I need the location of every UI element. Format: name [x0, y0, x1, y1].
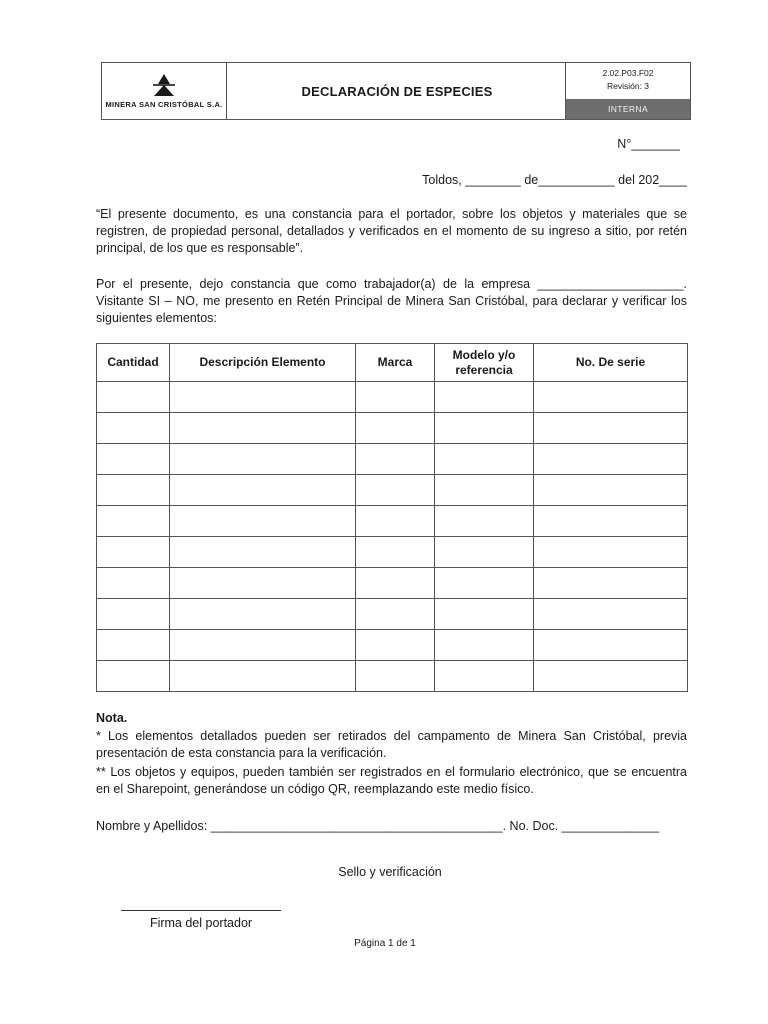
- page-number: Página 1 de 1: [354, 938, 416, 949]
- table-cell[interactable]: [170, 506, 356, 537]
- table-cell[interactable]: [97, 537, 170, 568]
- table-cell[interactable]: [356, 413, 435, 444]
- table-cell[interactable]: [97, 382, 170, 413]
- table-cell[interactable]: [356, 506, 435, 537]
- table-cell[interactable]: [97, 661, 170, 692]
- table-cell[interactable]: [435, 630, 534, 661]
- table-row: [97, 506, 688, 537]
- table-cell[interactable]: [97, 599, 170, 630]
- table-cell[interactable]: [435, 661, 534, 692]
- stamp-label: Sello y verificación: [338, 865, 442, 879]
- table-cell[interactable]: [534, 444, 688, 475]
- column-header-modelo: Modelo y/o referencia: [435, 344, 534, 382]
- table-cell[interactable]: [435, 568, 534, 599]
- table-row: [97, 661, 688, 692]
- table-cell[interactable]: [534, 537, 688, 568]
- table-cell[interactable]: [97, 413, 170, 444]
- table-cell[interactable]: [435, 475, 534, 506]
- table-cell[interactable]: [170, 382, 356, 413]
- table-row: [97, 413, 688, 444]
- document-code: 2.02.P03.F02: [602, 68, 654, 78]
- table-cell[interactable]: [170, 537, 356, 568]
- table-cell[interactable]: [170, 568, 356, 599]
- document-meta-cell: [565, 63, 690, 119]
- table-cell[interactable]: [435, 537, 534, 568]
- table-row: [97, 537, 688, 568]
- note-title: Nota.: [96, 711, 128, 725]
- table-row: [97, 599, 688, 630]
- table-cell[interactable]: [534, 661, 688, 692]
- table-cell[interactable]: [170, 661, 356, 692]
- table-row: [97, 568, 688, 599]
- company-logo-cell: [102, 63, 227, 119]
- table-cell[interactable]: [356, 444, 435, 475]
- column-header-descripcion: Descripción Elemento: [170, 344, 356, 382]
- table-header-row: [97, 344, 688, 382]
- table-row: [97, 444, 688, 475]
- table-cell[interactable]: [170, 444, 356, 475]
- table-row: [97, 475, 688, 506]
- table-cell[interactable]: [534, 568, 688, 599]
- table-cell[interactable]: [356, 537, 435, 568]
- document-number-field[interactable]: N°_______: [617, 137, 680, 151]
- table-cell[interactable]: [97, 475, 170, 506]
- signature-line[interactable]: [121, 910, 281, 911]
- column-header-serie: No. De serie: [534, 344, 688, 382]
- table-cell[interactable]: [356, 568, 435, 599]
- table-cell[interactable]: [534, 382, 688, 413]
- table-cell[interactable]: [435, 599, 534, 630]
- column-header-cantidad: Cantidad: [97, 344, 170, 382]
- table-row: [97, 382, 688, 413]
- table-cell[interactable]: [356, 475, 435, 506]
- table-cell[interactable]: [356, 599, 435, 630]
- table-cell[interactable]: [534, 413, 688, 444]
- table-cell[interactable]: [170, 413, 356, 444]
- table-cell[interactable]: [435, 382, 534, 413]
- table-cell[interactable]: [170, 599, 356, 630]
- note-item-2: ** Los objetos y equipos, pueden también ser registrados en el formulario electrónico, que se encuentra en el Sharepoint, generándose un código QR, reemplazando este medio físico.: [96, 765, 687, 796]
- table-cell[interactable]: [534, 506, 688, 537]
- items-table: [96, 343, 688, 692]
- table-cell[interactable]: [534, 599, 688, 630]
- table-cell[interactable]: [356, 661, 435, 692]
- note-item-1: * Los elementos detallados pueden ser retirados del campamento de Minera San Cristóbal, previa presentación de esta constancia para la verificación.: [96, 729, 687, 760]
- table-cell[interactable]: [435, 506, 534, 537]
- column-header-marca: Marca: [356, 344, 435, 382]
- company-name: MINERA SAN CRISTÓBAL S.A.: [105, 100, 223, 109]
- table-cell[interactable]: [435, 413, 534, 444]
- intro-paragraph: “El presente documento, es una constancia para el portador, sobre los objetos y materiales que se registren, de propiedad personal, detallados y verificados en el momento de su ingreso a sitio, por retén principal, de los que es responsable”.: [96, 207, 687, 255]
- table-row: [97, 630, 688, 661]
- signature-label: Firma del portador: [149, 916, 253, 930]
- table-cell[interactable]: [356, 630, 435, 661]
- table-cell[interactable]: [170, 630, 356, 661]
- place-date-field[interactable]: Toldos, ________ de___________ del 202____: [422, 173, 687, 187]
- document-revision: Revisión: 3: [606, 81, 650, 91]
- table-cell[interactable]: [356, 382, 435, 413]
- classification-badge: INTERNA: [566, 99, 690, 119]
- document-header: [101, 62, 691, 120]
- table-cell[interactable]: [97, 568, 170, 599]
- table-cell[interactable]: [534, 475, 688, 506]
- declaration-paragraph: Por el presente, dejo constancia que como trabajador(a) de la empresa _____________________. Visitante SI – NO, me presento en Retén Principal de Minera San Cristóbal, para declarar y verificar los siguientes elementos:: [96, 277, 687, 325]
- name-and-id-field[interactable]: Nombre y Apellidos: __________________________________________. No. Doc. ______________: [96, 819, 659, 833]
- table-cell[interactable]: [97, 630, 170, 661]
- table-cell[interactable]: [97, 444, 170, 475]
- table-cell[interactable]: [435, 444, 534, 475]
- triangle-logo-icon: [151, 73, 177, 97]
- table-cell[interactable]: [534, 630, 688, 661]
- table-cell[interactable]: [170, 475, 356, 506]
- table-cell[interactable]: [97, 506, 170, 537]
- document-title: DECLARACIÓN DE ESPECIES: [301, 83, 493, 99]
